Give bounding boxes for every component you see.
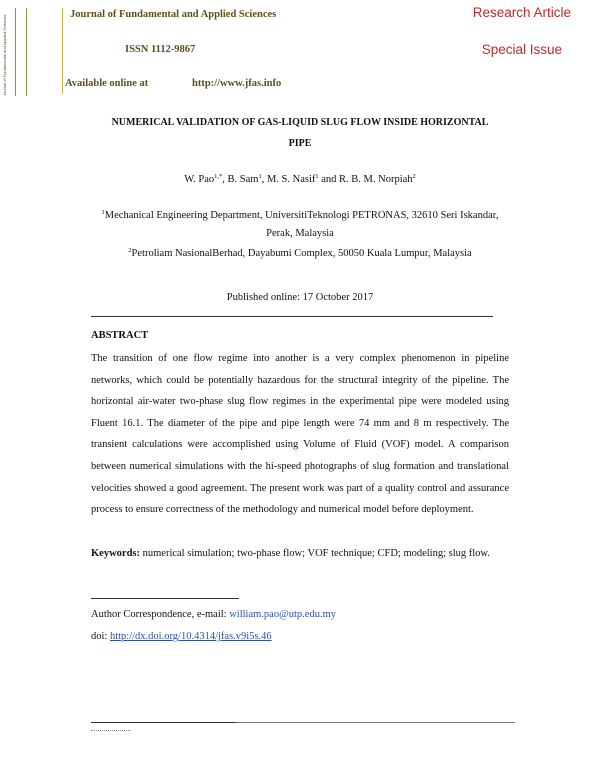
- footer-divider-right: [236, 722, 515, 723]
- keywords: [91, 543, 509, 565]
- author-sep: ,: [222, 174, 228, 185]
- author-4-affil: 2: [412, 173, 416, 180]
- journal-logo-text: Journal of Fundamental and Applied Sciences: [2, 14, 7, 96]
- keywords-list: numerical simulation; two-phase flow; VOF technique; CFD; modeling; slug flow.: [142, 548, 490, 559]
- abstract-text: The transition of one flow regime into another is a very complex phenomenon in pipeline networks, which could be potentially hazardous for the structural integrity of the pipeline. The horizontal air-water two-phase slug flow regimes in the experimental pipe were modeled using Fluent 16.1. The diameter of the pipe and pipe length were 74 mm and 8 m respectively. The transient calculations were accomplished using Volume of Fluid (VOF) model. A comparison between numerical simulations with the hi-speed photographs of slug formation and translational velocities showed a good agreement. The present work was part of a quality control and assurance process to ensure correctness of the methodology and numerical model before deployment.: [91, 353, 509, 516]
- footer-mark: [91, 727, 131, 731]
- footnote-divider: [91, 598, 239, 599]
- affiliation-1-line1: Mechanical Engineering Department, UniversitiTeknologi PETRONAS, 32610 Seri Iskandar,: [104, 210, 499, 221]
- affiliation-2: [80, 245, 520, 263]
- author-sep: ,: [261, 174, 267, 185]
- author-1-affil: 1,*: [214, 173, 223, 180]
- affiliation-1: [80, 207, 520, 243]
- paper-title-line1: NUMERICAL VALIDATION OF GAS-LIQUID SLUG FLOW INSIDE HORIZONTAL: [111, 117, 489, 128]
- issn-label: ISSN 1112-9867: [125, 44, 196, 55]
- article-type-tag: Research Article: [472, 5, 571, 20]
- paper-title: [80, 112, 520, 154]
- doi-label: doi:: [91, 631, 108, 642]
- abstract-heading: ABSTRACT: [91, 330, 149, 341]
- footer-divider-left: [91, 722, 236, 723]
- masthead-divider: [62, 8, 63, 94]
- doi-link[interactable]: http://dx.doi.org/10.4314/jfas.v9i5s.46: [109, 631, 272, 642]
- author-correspondence: [91, 609, 336, 620]
- affiliation-2-text: Petroliam NasionalBerhad, Dayabumi Complex, 50050 Kuala Lumpur, Malaysia: [131, 248, 472, 259]
- email-link[interactable]: william.pao@utp.edu.my: [229, 609, 336, 620]
- author-2-affil: 1: [258, 173, 262, 180]
- author-list: [80, 174, 520, 185]
- available-online-label: Available online at: [65, 78, 149, 89]
- affiliation-2-marker: 2: [128, 247, 132, 254]
- author-4: R. B. M. Norpiah: [339, 174, 413, 185]
- author-sep: and: [318, 174, 340, 185]
- issue-type-tag: Special Issue: [481, 42, 562, 57]
- author-3: M. S. Nasif: [266, 174, 316, 185]
- affiliation-1-marker: 1: [101, 209, 105, 216]
- journal-url-link[interactable]: http://www.jfas.info: [192, 78, 282, 89]
- header-divider: [91, 316, 493, 317]
- journal-logo: [15, 8, 27, 96]
- affiliation-1-line2: Perak, Malaysia: [266, 228, 334, 239]
- published-date: Published online: 17 October 2017: [226, 292, 374, 303]
- correspondence-label: Author Correspondence, e-mail:: [91, 609, 227, 620]
- doi-line: [91, 631, 272, 642]
- author-2: B. Sam: [227, 174, 259, 185]
- author-3-affil: 1: [315, 173, 319, 180]
- paper-title-line2: PIPE: [288, 138, 312, 149]
- author-1: W. Pao: [184, 174, 215, 185]
- journal-title: Journal of Fundamental and Applied Sciences: [70, 9, 277, 20]
- keywords-label: Keywords:: [91, 548, 140, 559]
